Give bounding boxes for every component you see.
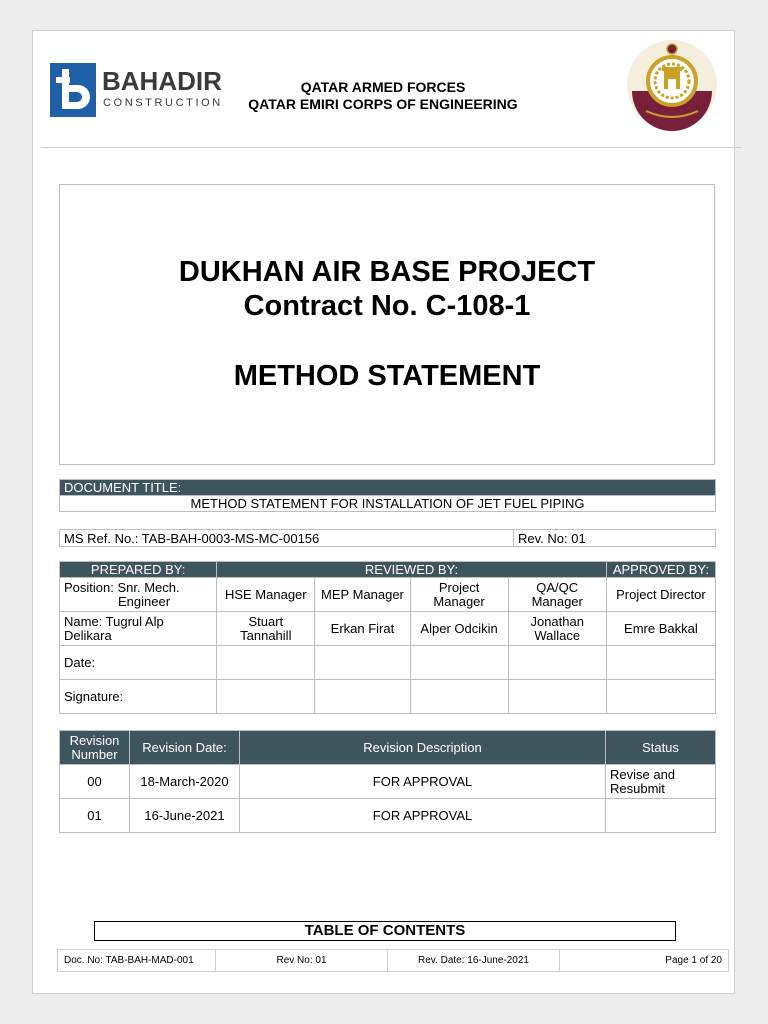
signature-cell xyxy=(315,680,410,714)
name-mep: Erkan Firat xyxy=(315,612,410,646)
revision-description-cell: FOR APPROVAL xyxy=(240,799,606,833)
revision-date-cell: 18-March-2020 xyxy=(130,765,240,799)
header-divider xyxy=(41,147,741,148)
bahadir-logo xyxy=(50,63,223,119)
name-project: Alper Odcikin xyxy=(410,612,508,646)
signature-cell xyxy=(508,680,606,714)
table-row xyxy=(60,799,716,833)
ms-ref-table xyxy=(59,529,716,547)
position-project: Project Manager xyxy=(410,578,508,612)
revision-table xyxy=(59,730,716,833)
date-cell xyxy=(217,646,315,680)
date-cell xyxy=(315,646,410,680)
date-cell xyxy=(508,646,606,680)
date-label: Date: xyxy=(60,646,217,680)
org-line-2: QATAR EMIRI CORPS OF ENGINEERING xyxy=(248,96,518,112)
position-prepared: Position: Snr. Mech. Engineer xyxy=(60,578,217,612)
document-type-title: METHOD STATEMENT xyxy=(233,360,541,392)
document-title-label: DOCUMENT TITLE: xyxy=(60,480,716,496)
table-of-contents-heading: TABLE OF CONTENTS xyxy=(94,921,676,941)
approved-by-header: APPROVED BY: xyxy=(606,562,715,578)
logo-name: BAHADIR xyxy=(102,66,222,96)
signature-cell xyxy=(606,680,715,714)
footer-rev-date: Rev. Date: 16-June-2021 xyxy=(388,950,560,972)
date-cell xyxy=(410,646,508,680)
name-qaqc: Jonathan Wallace xyxy=(508,612,606,646)
position-director: Project Director xyxy=(606,578,715,612)
position-qaqc: QA/QC Manager xyxy=(508,578,606,612)
contract-number: Contract No. C-108-1 xyxy=(243,290,531,322)
revision-number-cell: 01 xyxy=(60,799,130,833)
approval-table xyxy=(59,561,716,714)
document-title-table xyxy=(59,479,716,512)
organization-heading xyxy=(223,79,543,113)
ms-ref-number: MS Ref. No.: TAB-BAH-0003-MS-MC-00156 xyxy=(60,530,514,547)
date-cell xyxy=(606,646,715,680)
footer-doc-no: Doc. No: TAB-BAH-MAD-001 xyxy=(58,950,216,972)
signature-cell xyxy=(410,680,508,714)
footer-rev-no: Rev No: 01 xyxy=(216,950,388,972)
table-row xyxy=(60,765,716,799)
emiri-corps-seal-icon xyxy=(626,39,718,131)
revision-date-cell: 16-June-2021 xyxy=(130,799,240,833)
reviewed-by-header: REVIEWED BY: xyxy=(217,562,607,578)
project-title: DUKHAN AIR BASE PROJECT xyxy=(178,256,596,288)
org-line-1: QATAR ARMED FORCES xyxy=(300,79,466,95)
status-header: Status xyxy=(606,731,716,765)
position-mep: MEP Manager xyxy=(315,578,410,612)
document-page xyxy=(32,30,735,994)
position-hse: HSE Manager xyxy=(217,578,315,612)
revision-number: Rev. No: 01 xyxy=(514,530,716,547)
name-hse: Stuart Tannahill xyxy=(217,612,315,646)
logo-subtitle: CONSTRUCTION xyxy=(103,97,223,109)
status-cell xyxy=(606,799,716,833)
revision-number-cell: 00 xyxy=(60,765,130,799)
page-footer xyxy=(57,949,729,972)
footer-page-number: Page 1 of 20 xyxy=(560,950,729,972)
status-cell: Revise and Resubmit xyxy=(606,765,716,799)
name-prepared: Name: Tugrul Alp Delikara xyxy=(60,612,217,646)
name-director: Emre Bakkal xyxy=(606,612,715,646)
prepared-by-header: PREPARED BY: xyxy=(60,562,217,578)
revision-description-cell: FOR APPROVAL xyxy=(240,765,606,799)
revision-description-header: Revision Description xyxy=(240,731,606,765)
signature-cell xyxy=(217,680,315,714)
signature-label: Signature: xyxy=(60,680,217,714)
logo-mark-icon xyxy=(50,63,96,117)
title-block xyxy=(59,184,715,465)
revision-number-header: Revision Number xyxy=(60,731,130,765)
document-title-value: METHOD STATEMENT FOR INSTALLATION OF JET FUEL PIPING xyxy=(60,496,716,512)
revision-date-header: Revision Date: xyxy=(130,731,240,765)
